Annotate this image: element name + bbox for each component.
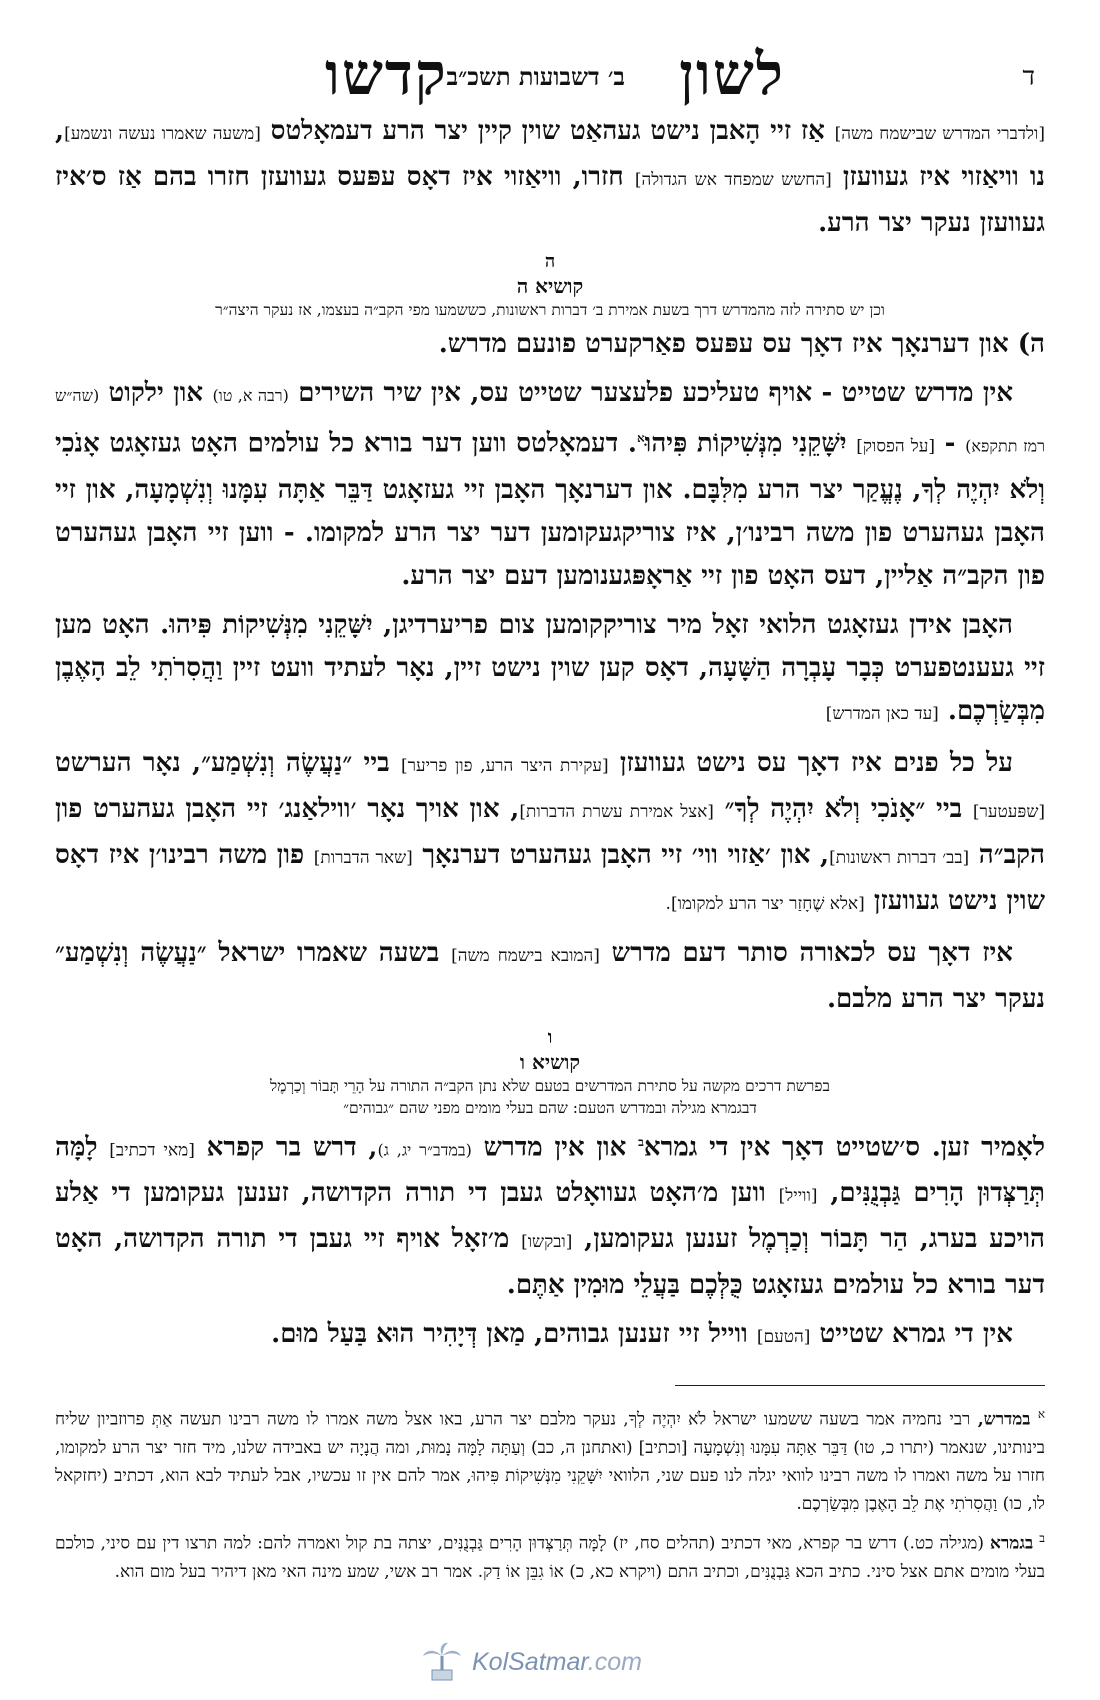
- site-logo[interactable]: [420, 1640, 642, 1684]
- text-span: אין די גמרא שטייט: [819, 1319, 1013, 1350]
- section-description: וכן יש סתירה לזה מהמדרש דרך בשעת אמירת ב׳ דברות ראשונות, כששמעו מפי הקב״ה בעצמו, אז נעקר היצה״ר: [215, 301, 885, 319]
- paragraph: ה) און דערנאָך איז דאָך עס עפּעס פאַרקערט פונעם מדרש.: [438, 329, 1045, 359]
- bracket-note: [ולדברי המדרש שבישמח משה]: [834, 124, 1045, 144]
- bracket-note: [שאר הדברות]: [313, 847, 413, 868]
- footnote-marker: ב: [1039, 1530, 1046, 1545]
- text-span: חזרו, וויאַזוי איז דאָס עפּעס געוועזן חזרו בהם אַז ס׳איז געוועזן נעקר יצר הרע.: [55, 162, 1045, 238]
- footnote: [55, 1400, 1045, 1518]
- logo-text: KolSatmar.com: [472, 1647, 642, 1676]
- text-span: . דעמאָלטס ווען דער בורא כל עולמים האָט געזאָגט אָנֹכִי וְלֹא יִהְיֶה לְךָ, נֶעֱקַר יצר הרע מִלִּבָּם. און דערנאָך האָבן זיי געזאָגט דַּבֵּר אַתָּה עִמָּנוּ וְנִשְׁמָעָה, און זיי האָבן געהערט פון משה רבינו׳ן, איז צוריקגעקומען דער יצר הרע למקומו. - ווען זיי האָבן געהערט פון הקב״ה אַליין, דעס האָט פון זיי אַראָפּגענומען דעם יצר הרע.: [55, 428, 1046, 591]
- section-description: בפרשת דרכים מקשה על סתירת המדרשים בטעם שלא נתן הקב״ה התורה על הָרֵי תָּבוֹר וְכַרְמֶל: [270, 1076, 830, 1095]
- text-span: לאָמיר זען. ס׳שטייט דאָך אין די גמרא: [643, 1132, 1045, 1163]
- bracket-note: [הטעם]: [756, 1327, 811, 1348]
- main-text: [55, 110, 1045, 1359]
- bracket-note: [המובא בישמח משה]: [451, 945, 600, 966]
- paragraph: [55, 742, 1045, 926]
- text-span: האָבן אידן געזאָגט הלואי זאָל מיר צוריקקומען צום פריערדיגן, יִשָּׁקֵנִי מִנְּשִׁיקוֹת פִּיהוּ. האָט מען זיי געענטפערט כְּבָר עָבְרָה הַשָּׁעָה, דאָס קען שוין נישט זיין, נאָר לעתיד וועט זיין וַהֲסִרֹתִי לֵב הָאֶבֶן מִבְּשַׂרְכֶם.: [55, 609, 1045, 726]
- footnotes: [55, 1400, 1045, 1585]
- text-span: ווייל זיי זענען גבוהים, מַאן דְּיָהִיר הוּא בַּעַל מוּם.: [271, 1319, 748, 1350]
- text-span: לָמָּה תְּרַצְּדוּן הָרִים גַּבְנֻנִּים,: [55, 1132, 1045, 1209]
- paragraph: [55, 1121, 1045, 1308]
- text-span: און אין מדרש: [483, 1132, 627, 1163]
- text-span: יִשָּׁקֵנִי מִנְּשִׁיקוֹת פִּיהוּ: [644, 428, 847, 459]
- footnote-marker[interactable]: א: [636, 431, 645, 445]
- text-span: מ׳זאָל אויף זיי געבן די תורה הקדושה, האָט דער בורא כל עולמים געזאָגט כֻּלְּכֶם בַּעֲלֵי מוּמִין אַתֶּם.: [55, 1224, 1045, 1301]
- text-span: , און אויך נאָר ׳ווילאַנג׳ זיי האָבן געהערט פון הקב״ה: [55, 793, 1045, 870]
- bracket-note: [ובקשו]: [521, 1232, 573, 1253]
- bracket-note: [עד כאן המדרש]: [825, 703, 939, 724]
- text-span: אַז זיי הָאבן נישט געהאַט שוין קיין יצר הרע דעמאָלטס: [270, 116, 825, 146]
- bracket-note: [עקירת היצר הרע, פון פריער]: [401, 755, 609, 776]
- bracket-note: [משעה שאמרו נעשה ונשמע]: [64, 124, 261, 144]
- bracket-note: [מאי דכתיב]: [109, 1140, 195, 1161]
- text-span: על כל פנים איז דאָך עס נישט געוועזן: [619, 747, 1013, 778]
- text-span: ביי ״אָנֹכִי וְלֹא יִהְיֶה לְךָ״: [724, 793, 963, 824]
- text-span: ביי ״נַעֲשֶׂה וְנִשְׁמַע״, נאָר הערשט: [55, 747, 390, 778]
- text-span: , און ׳אַזוי ווי׳ זיי האָבן געהערט דערנאָך: [422, 839, 830, 870]
- palm-tree-icon: [420, 1640, 464, 1684]
- bracket-note: [בב׳ דברות ראשונות]: [829, 847, 970, 868]
- bracket-note: [החשש שמפחד אש הגדולה]: [634, 170, 832, 190]
- source-ref: (רבה א, טו): [212, 386, 289, 405]
- paragraph: [55, 932, 1045, 1021]
- footnote-lead: במדרש,: [977, 1409, 1031, 1430]
- footnote-marker[interactable]: ב: [638, 1134, 644, 1149]
- text-span: איז דאָך עס לכאורה סותר דעם מדרש: [611, 937, 1013, 968]
- bracket-note: [ווייל]: [778, 1186, 818, 1207]
- text-span: בשעה שאמרו ישראל ״נַעֲשֶׂה וְנִשְׁמַע״ נעקר יצר הרע מלבם.: [55, 937, 1045, 1014]
- text-span: ווען מ׳האָט געוואָלט געבן די תורה הקדושה, זענען געקומען די אַלע הויכע בערג, הַר תָּבוֹר וְכַרְמֶל זענען געקומען,: [55, 1178, 1045, 1255]
- section-heading-6: [55, 1027, 1045, 1119]
- paragraph: [55, 604, 1045, 736]
- text-span: אין מדרש שטייט - אויף טעליכע פלעצער שטייט עס, אין שיר השירים: [298, 378, 1014, 408]
- section-title: קושיא ו: [519, 1049, 581, 1074]
- source-ref: (שה״ש רמז תתקפא): [55, 386, 1045, 456]
- page-number: ד: [1022, 62, 1035, 92]
- paragraph: [55, 1313, 1045, 1359]
- footnote-text: (מגילה כט.) דרש בר קפרא, מאי דכתיב (תהלים סח, יז) לָמָּה תְּרַצְּדוּן הָרִים גַּבְנֻנִּים, יצתה בת קול ואמרה להם: למה תרצו דין עם סיני, כולכם בעלי מומים אתם אצל סיני. כתיב הכא גַּבְנֻנִּים, וכתיב התם (ויקרא כא, כ) אוֹ גִבֵּן אוֹ דַק. אמר רב אשי, שמע מינה האי מאן דיהיר בעל מום הוא.: [55, 1533, 1045, 1582]
- bracket-note: [שפּעטער]: [972, 801, 1045, 822]
- header-subtitle: ב׳ דשבועות תשכ״ב: [446, 62, 625, 91]
- section-title: קושיא ה: [516, 274, 584, 298]
- header-title-left: קדשו: [325, 40, 448, 108]
- source-ref: (במדב״ר יג, ג): [377, 1140, 472, 1160]
- intro-paragraph: [55, 110, 1045, 245]
- bracket-note: [אלא שֶׁחָזַר יצר הרע למקומו].: [665, 893, 865, 914]
- footnote-marker: א: [1037, 1407, 1046, 1422]
- section-heading-5: [55, 251, 1045, 321]
- footnote-text: רבי נחמיה אמר בשעה ששמעו ישראל לֹא יִהְיֶה לְךָ, נעקר מלבם יצר הרע, באו אצל משה אמרו לו משה רבינו תעשה אַתְּ פרוזביון שליח בינותינו, שנאמר (יתרו כ, טו) דַּבֵּר אַתָּה עִמָּנוּ וְנִשְׁמָעָה [וכתיב] (ואתחנן ה, כב) וְעַתָּה לָמָּה נָמוּת, ומה הֲנָיָה יש באבידה שלנו, מיד חזר יצר הרע למקומו, חזרו על משה ואמרו לו משה רבינו לוואי יגלה לנו פעם שני, הלוואי יִשָּׁקֵנִי מִנְּשִׁיקוֹת פִּיהוּ, אמר להם אין זו עכשיו, אבל לעתיד לבא הוא, דכתיב (יחזקאל לו, כו) וַהֲסִרֹתִי אֶת לֵב הָאֶבֶן מִבְּשַׂרְכֶם.: [55, 1409, 1045, 1514]
- text-span: , דרש בר קפרא: [206, 1132, 378, 1163]
- bracket-note: [על הפסוק]: [856, 436, 935, 457]
- text-span: פון משה רבינו׳ן איז דאָס שוין נישט געוועזן: [55, 839, 1045, 916]
- section-letter: ה: [544, 251, 556, 272]
- footnote-separator: [675, 1385, 1045, 1386]
- section-description: דבגמרא מגילה ובמדרש הטעם: שהם בעלי מומים מפני שהם ״גבוהים״: [343, 1098, 757, 1117]
- section-letter: ו: [547, 1026, 553, 1048]
- text-span: און ילקוט: [108, 378, 204, 408]
- footnote: [55, 1524, 1045, 1586]
- header-title-right: לשון: [679, 40, 785, 108]
- paragraph: [55, 372, 1045, 598]
- footnote-lead: בגמרא: [990, 1533, 1034, 1554]
- bracket-note: [אצל אמירת עשרת הדברות]: [519, 801, 714, 822]
- text-span: , נו וויאַזוי איז געוועזן: [55, 116, 1046, 192]
- text-span: -: [944, 428, 956, 459]
- page-header: [55, 0, 1045, 110]
